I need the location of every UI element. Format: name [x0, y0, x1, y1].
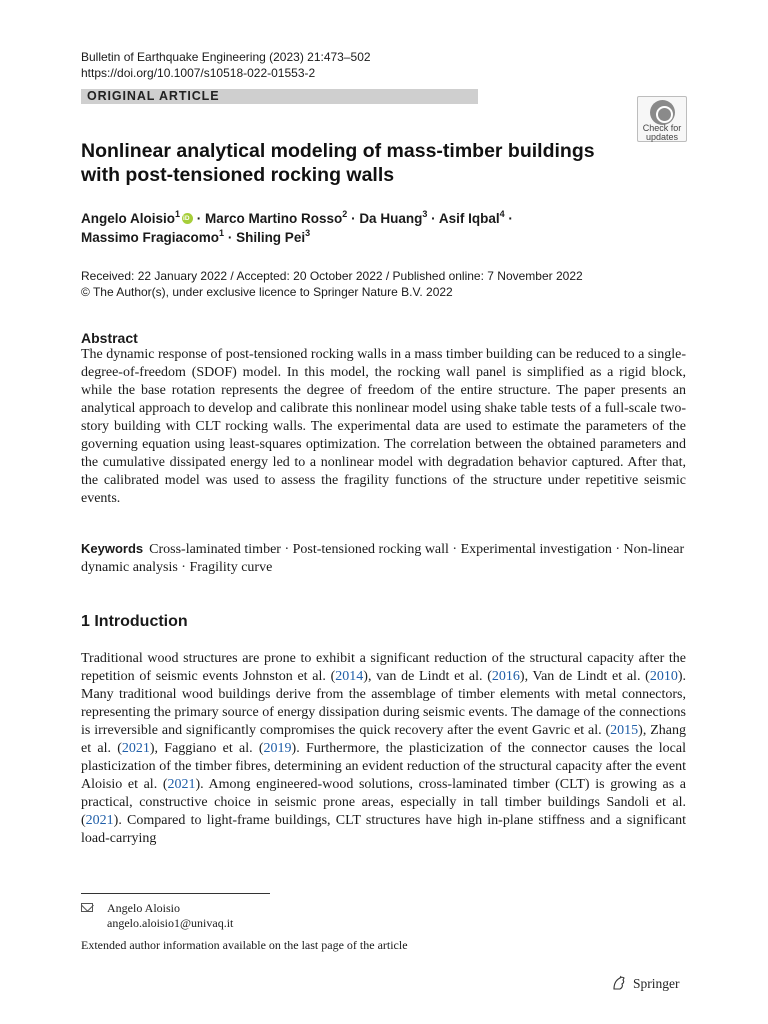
citation-link[interactable]: 2021 — [121, 741, 150, 756]
check-for-updates-badge[interactable] — [637, 96, 687, 142]
author-name[interactable]: Massimo Fragiacomo — [81, 230, 220, 245]
affiliation-mark: 4 — [499, 209, 505, 219]
affiliation-mark: 1 — [219, 228, 225, 238]
title-line-2: with post-tensioned rocking walls — [81, 164, 395, 186]
corresponding-author-name: Angelo Aloisio — [107, 901, 181, 915]
abstract-heading: Abstract — [81, 330, 138, 346]
author-separator: · — [224, 230, 237, 245]
title-line-1: Nonlinear analytical modeling of mass-timber buildings — [81, 140, 595, 162]
affiliation-mark: 2 — [342, 209, 348, 219]
envelope-icon — [81, 903, 93, 912]
corresponding-author-email[interactable]: angelo.aloisio1@univaq.it — [107, 916, 234, 930]
keywords-block — [81, 540, 686, 577]
extended-author-info: Extended author information available on the last page of the article — [81, 938, 408, 952]
journal-citation: Bulletin of Earthquake Engineering (2023) 21:473–502 — [81, 50, 371, 64]
section-heading: 1 Introduction — [81, 613, 188, 630]
author-name[interactable]: Marco Martino Rosso — [205, 211, 343, 226]
history-line: Received: 22 January 2022 / Accepted: 20 October 2022 / Published online: 7 November 2022 — [81, 269, 583, 283]
author-name[interactable]: Asif Iqbal — [438, 211, 500, 226]
publisher-name: Springer — [633, 976, 680, 991]
article-type-label: ORIGINAL ARTICLE — [87, 89, 220, 103]
journal-header — [81, 49, 371, 81]
citation-link[interactable]: 2015 — [610, 723, 639, 738]
author-separator: · — [504, 211, 513, 226]
doi-link[interactable]: https://doi.org/10.1007/s10518-022-01553-2 — [81, 66, 316, 80]
citation-link[interactable]: 2019 — [263, 741, 292, 756]
article-type-bar — [81, 89, 478, 104]
author-name[interactable]: Angelo Aloisio — [81, 211, 175, 226]
publication-dates — [81, 268, 583, 300]
keywords-text: Cross-laminated timber · Post-tensioned rocking wall · Experimental investigation · Non-linear dynamic analysis · Fragility curve — [81, 542, 685, 575]
introduction-text: Traditional wood structures are prone to exhibit a significant reduction of the structural capacity after the repetition of seismic events Johnston et al. (2014), van de Lindt et al. (2016), Van de Lindt et al. (2010). Many traditional wood buildings derive from the assemblage of timber elements with metal connectors, representing the primary source of energy dissipation during seismic events. The damage of the connections is irreversible and significantly compromises the quick recovery after the event Gavric et al. (2015), Zhang et al. (2021), Faggiano et al. (2019). Furthermore, the plasticization of the connector causes the local plasticization of the timber fibres, determining an evident reduction of the structural capacity after the event Aloisio et al. (2021). Among engineered-wood solutions, cross-laminated timber (CLT) is growing as a practical, constructive choice in seismic prone areas, especially in tall timber buildings Sandoli et al. (2021). Compared to light-frame buildings, CLT structures have high in-plane stiffness and a significant load-carrying — [81, 651, 686, 846]
author-name[interactable]: Da Huang — [359, 211, 423, 226]
citation-link[interactable]: 2014 — [335, 669, 364, 684]
author-separator: · — [427, 211, 439, 226]
article-title — [81, 139, 621, 187]
affiliation-mark: 3 — [305, 228, 311, 238]
citation-link[interactable]: 2010 — [649, 669, 678, 684]
copyright-line: © The Author(s), under exclusive licence to Springer Nature B.V. 2022 — [81, 285, 453, 299]
affiliation-mark: 3 — [422, 209, 428, 219]
keywords-label: Keywords — [81, 541, 144, 556]
author-separator: · — [347, 211, 360, 226]
orcid-icon[interactable] — [182, 213, 193, 224]
check-updates-icon — [650, 100, 675, 125]
author-separator: · — [193, 211, 206, 226]
affiliation-mark: 1 — [175, 209, 181, 219]
author-name[interactable]: Shiling Pei — [236, 230, 306, 245]
springer-horse-icon — [611, 975, 627, 991]
abstract-text: The dynamic response of post-tensioned rocking walls in a mass timber building can be reduced to a single-degree-of-freedom (SDOF) model. In this model, the rocking wall panel is simplified as a rigid block, while the base rotation represents the degree of freedom of the entire structure. The paper presents an analytical approach to develop and calibrate this nonlinear model using shake table tests of a full-scale two-story building with CLT rocking walls. The experimental data are used to estimate the parameters of the governing equation using least-squares optimization. The correlation between the obtained parameters and the cumulative dissipated energy led to a nonlinear model with degradation behavior captured. After that, the calibrated model was used to assess the fragility functions of the structure under repetitive seismic events. — [81, 347, 686, 506]
citation-link[interactable]: 2016 — [491, 669, 520, 684]
citation-link[interactable]: 2021 — [85, 813, 114, 828]
footnote-divider — [81, 893, 270, 894]
badge-label: Check for updates — [642, 123, 682, 142]
author-list — [81, 209, 621, 247]
citation-link[interactable]: 2021 — [167, 777, 196, 792]
